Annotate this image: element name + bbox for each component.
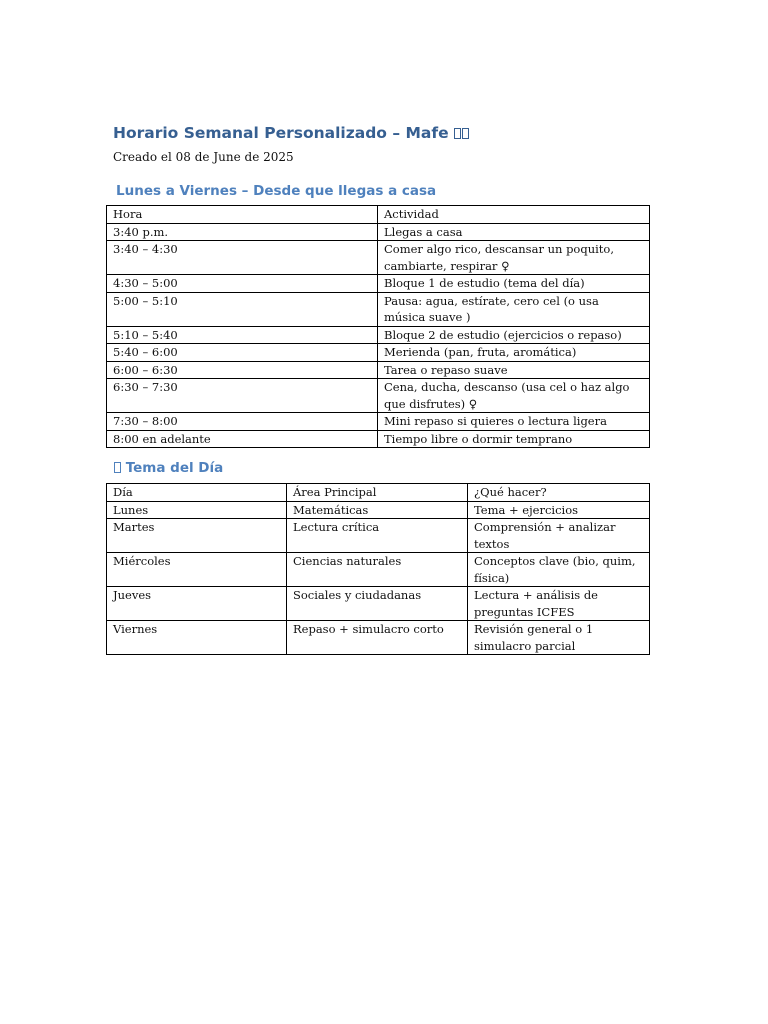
topic-todo-cell: Comprensión + analizar textos [468,519,650,553]
missing-glyph-icon [113,460,121,476]
topics-table [106,483,650,655]
topics-row [107,519,650,553]
schedule-table [106,205,650,448]
schedule-time-cell: 3:40 – 4:30 [107,241,378,275]
topic-area-cell: Sociales y ciudadanas [287,587,468,621]
schedule-row [107,223,650,241]
schedule-row [107,275,650,293]
schedule-activity-cell: Pausa: agua, estírate, cero cel (o usa música suave ) [378,292,650,326]
schedule-activity-cell: Bloque 1 de estudio (tema del día) [378,275,650,293]
schedule-row [107,344,650,362]
column-header-dia: Día [107,484,287,502]
schedule-time-cell: 5:00 – 5:10 [107,292,378,326]
schedule-row [107,241,650,275]
topic-todo-cell: Conceptos clave (bio, quim, física) [468,553,650,587]
schedule-time-cell: 5:10 – 5:40 [107,326,378,344]
topics-heading [113,460,223,476]
topics-row [107,553,650,587]
schedule-activity-cell: Bloque 2 de estudio (ejercicios o repaso) [378,326,650,344]
schedule-activity-cell: Mini repaso si quieres o lectura ligera [378,413,650,431]
schedule-activity-cell: Llegas a casa [378,223,650,241]
topic-area-cell: Repaso + simulacro corto [287,621,468,655]
schedule-activity-cell: Cena, ducha, descanso (usa cel o haz algo que disfrutes) ♀ [378,379,650,413]
schedule-row [107,361,650,379]
topic-day-cell: Lunes [107,501,287,519]
topic-day-cell: Viernes [107,621,287,655]
topic-area-cell: Matemáticas [287,501,468,519]
schedule-activity-cell: Tiempo libre o dormir temprano [378,430,650,448]
schedule-time-cell: 8:00 en adelante [107,430,378,448]
topics-row [107,621,650,655]
topic-area-cell: Ciencias naturales [287,553,468,587]
schedule-time-cell: 6:30 – 7:30 [107,379,378,413]
schedule-row [107,326,650,344]
column-header-hora: Hora [107,206,378,224]
schedule-time-cell: 6:00 – 6:30 [107,361,378,379]
topics-header-row [107,484,650,502]
schedule-row [107,430,650,448]
schedule-row [107,413,650,431]
topics-row [107,587,650,621]
column-header-actividad: Actividad [378,206,650,224]
topic-todo-cell: Tema + ejercicios [468,501,650,519]
column-header-area: Área Principal [287,484,468,502]
schedule-activity-cell: Tarea o repaso suave [378,361,650,379]
topic-day-cell: Jueves [107,587,287,621]
document-title [113,124,469,142]
schedule-header-row [107,206,650,224]
topic-todo-cell: Revisión general o 1 simulacro parcial [468,621,650,655]
column-header-que-hacer: ¿Qué hacer? [468,484,650,502]
schedule-time-cell: 5:40 – 6:00 [107,344,378,362]
topic-todo-cell: Lectura + análisis de preguntas ICFES [468,587,650,621]
schedule-heading: Lunes a Viernes – Desde que llegas a casa [116,183,437,199]
schedule-row [107,379,650,413]
topic-area-cell: Lectura crítica [287,519,468,553]
schedule-time-cell: 7:30 – 8:00 [107,413,378,431]
topics-heading-text: Tema del Día [125,460,224,476]
created-date: Creado el 08 de June de 2025 [113,150,294,164]
schedule-activity-cell: Comer algo rico, descansar un poquito, cambiarte, respirar ♀ [378,241,650,275]
topics-row [107,501,650,519]
topic-day-cell: Miércoles [107,553,287,587]
topic-day-cell: Martes [107,519,287,553]
schedule-time-cell: 3:40 p.m. [107,223,378,241]
schedule-activity-cell: Merienda (pan, fruta, aromática) [378,344,650,362]
schedule-row [107,292,650,326]
missing-glyph-icon [453,124,469,142]
schedule-time-cell: 4:30 – 5:00 [107,275,378,293]
document-title-text: Horario Semanal Personalizado – Mafe [113,124,449,142]
